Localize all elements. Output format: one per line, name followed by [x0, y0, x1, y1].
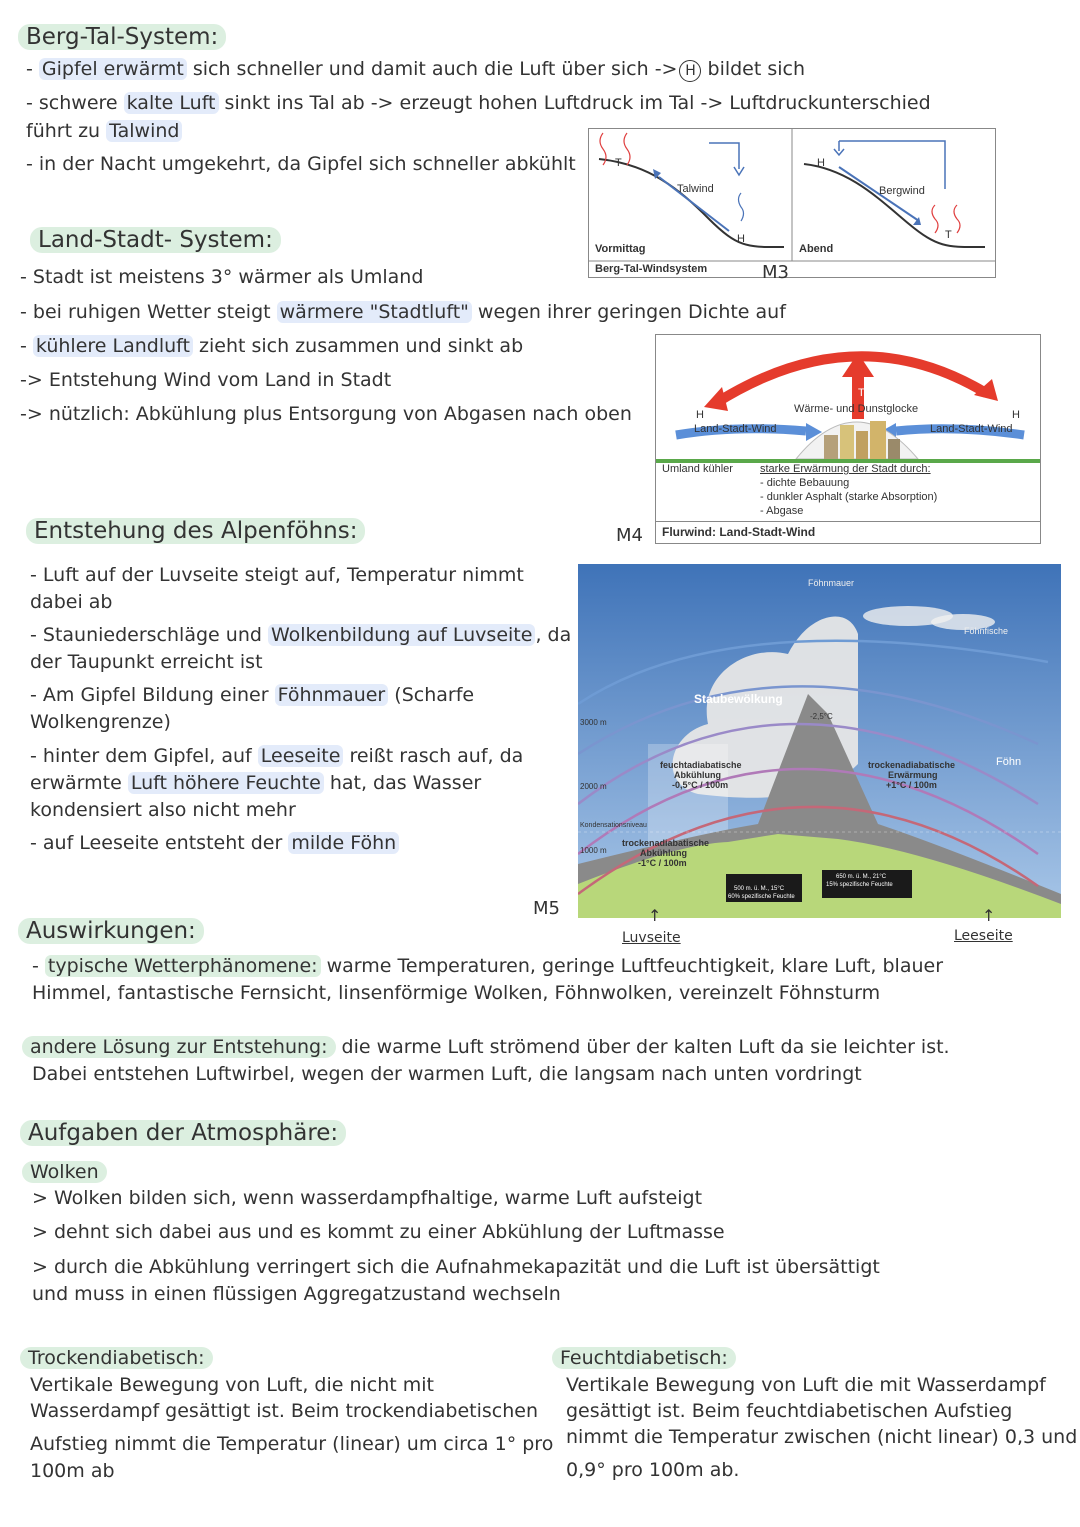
m5-trocken-l2: Abkühlung [640, 848, 687, 858]
m4-umland: Umland kühler [662, 463, 733, 475]
berg-tal-line-2: - schwere kalte Luft sinkt ins Tal ab -> erzeugt hohen Luftdruck im Tal -> Luftdruckunterschied [26, 92, 931, 114]
m5-feucht-1: feuchtadiabatische [660, 760, 742, 770]
m4-caption-rule [656, 521, 1040, 522]
m5-trocken-l3: -1°C / 100m [638, 858, 687, 868]
m5-summit-temp: -2,5°C [810, 712, 833, 721]
land-stadt-line-4: -> Entstehung Wind vom Land in Stadt [20, 369, 392, 391]
m4-caption: Flurwind: Land-Stadt-Wind [662, 525, 816, 539]
m3-t-left: T [615, 157, 622, 169]
m5-foehnmauer: Föhnmauer [808, 578, 855, 588]
m5-leeseite: Leeseite [954, 928, 1013, 944]
m3-t-right: T [945, 229, 952, 241]
h-circle: H [679, 60, 701, 82]
land-stadt-line-3: - kühlere Landluft zieht sich zusammen und sinkt ab [20, 335, 524, 357]
m4-label: M4 [616, 525, 643, 546]
lee-arrow: ↑ [982, 906, 996, 925]
m4-h-left: H [696, 409, 704, 421]
m5-trocken-l1: trockenadiabatische [622, 838, 710, 848]
m5-feucht-2: Abkühlung [674, 770, 721, 780]
berg-tal-line-1: - Gipfel erwärmt sich schneller und damit auch die Luft über sich -> H bildet sich [26, 58, 806, 80]
m4-drawing [656, 335, 1040, 543]
m3-abend: Abend [799, 243, 834, 255]
m5-sign-right-2: 15% spezifische Feuchte [826, 882, 893, 888]
m5-trocken-r2: Erwärmung [888, 770, 938, 780]
m5-diagram [578, 564, 1061, 918]
land-stadt-line-5: -> nützlich: Abkühlung plus Entsorgung von Abgasen nach oben [20, 403, 632, 425]
m4-t: T [858, 387, 865, 399]
trocken-line-2: Wasserdampf gesättigt ist. Beim trockendiabetischen [30, 1400, 539, 1422]
auswirkungen-line-1: - typische Wetterphänomene: warme Temperaturen, geringe Luftfeuchtigkeit, klare Luft, blauer [32, 955, 944, 977]
trocken-line-4: 100m ab [30, 1460, 115, 1482]
m3-h-left: H [737, 233, 745, 245]
aufgaben-line-4: und muss in einen flüssigen Aggregatzustand wechseln [32, 1283, 561, 1305]
aufgaben-line-3: > durch die Abkühlung verringert sich die Aufnahmekapazität und die Luft ist übersättigt [32, 1256, 880, 1278]
luv-arrow: ↑ [648, 906, 662, 925]
m4-stadt-title: starke Erwärmung der Stadt durch: [760, 463, 931, 475]
wolken-sub: Wolken [22, 1159, 107, 1186]
m4-wind-right: Land-Stadt-Wind [930, 423, 1013, 435]
feucht-line-2: gesättigt ist. Beim feuchtdiabetischen Aufstieg [566, 1400, 1013, 1422]
m4-bullet-2: - dunkler Asphalt (starke Absorption) [760, 491, 938, 503]
land-stadt-line-2: - bei ruhigen Wetter steigt wärmere "Stadtluft" wegen ihrer geringen Dichte auf [20, 301, 786, 323]
m5-kondensation: Kondensationsniveau [580, 822, 647, 829]
m4-dome-label: Wärme- und Dunstglocke [794, 403, 919, 415]
land-stadt-heading: Land-Stadt- System: [30, 225, 281, 255]
m5-alt-1000: 1000 m [580, 846, 607, 855]
berg-tal-line-4: - in der Nacht umgekehrt, da Gipfel sich schneller abkühlt [26, 153, 576, 175]
berg-tal-line-3: führt zu Talwind [26, 118, 182, 145]
m4-wind-left: Land-Stadt-Wind [694, 423, 777, 435]
m5-luvseite: Luvseite [622, 930, 681, 946]
m5-sign-right-1: 650 m. ü. M., 21°C [836, 874, 887, 880]
m5-alt-3000: 3000 m [580, 718, 607, 727]
m3-talwind-label: Talwind [677, 183, 714, 195]
m5-feucht-3: -0,5°C / 100m [672, 780, 729, 790]
m3-vormittag: Vormittag [595, 243, 646, 255]
foehn-p4-b: erwärmte Luft höhere Feuchte hat, das Wasser [30, 772, 482, 794]
m4-bullet-3: - Abgase [760, 505, 804, 517]
trocken-heading: Trockendiabetisch: [20, 1345, 213, 1372]
m3-caption: Berg-Tal-Windsystem [595, 263, 708, 275]
foehn-p2-a: - Stauniederschläge und Wolkenbildung auf Luvseite , da [30, 624, 572, 646]
auswirkungen-heading: Auswirkungen: [18, 916, 204, 946]
m4-diagram [655, 334, 1041, 544]
aufgaben-line-2: > dehnt sich dabei aus und es kommt zu einer Abkühlung der Luftmasse [32, 1221, 725, 1243]
aufgaben-line-1: > Wolken bilden sich, wenn wasserdampfhaltige, warme Luft aufsteigt [32, 1187, 703, 1209]
m3-bergwind-label: Bergwind [879, 185, 925, 197]
m5-foehn: Föhn [996, 756, 1022, 768]
land-stadt-line-1: - Stadt ist meistens 3° wärmer als Umland [20, 266, 424, 288]
m5-alt-2000: 2000 m [580, 782, 607, 791]
m3-drawing [589, 129, 995, 277]
foehn-p5: - auf Leeseite entsteht der milde Föhn [30, 830, 399, 857]
foehn-p4-c: kondensiert also nicht mehr [30, 799, 296, 821]
feucht-line-4: 0,9° pro 100m ab. [566, 1459, 740, 1481]
andere-line-1: andere Lösung zur Entstehung: die warme Luft strömend über der kalten Luft da sie leichter ist. [22, 1034, 950, 1061]
feucht-line-1: Vertikale Bewegung von Luft die mit Wasserdampf [566, 1374, 1046, 1396]
aufgaben-heading: Aufgaben der Atmosphäre: [20, 1118, 346, 1148]
m5-trocken-r1: trockenadiabatische [868, 760, 956, 770]
feucht-heading: Feuchtdiabetisch: [552, 1345, 736, 1372]
andere-line-2: Dabei entstehen Luftwirbel, wegen der warmen Luft, die langsam nach unten vordringt [32, 1063, 862, 1085]
m5-sign-left-2: 60% spezifische Feuchte [728, 894, 795, 900]
foehn-p1-a: - Luft auf der Luvseite steigt auf, Temperatur nimmt [30, 564, 524, 586]
berg-tal-heading: Berg-Tal-System: [18, 22, 226, 52]
m5-sign-left-1: 500 m. ü. M., 15°C [734, 886, 785, 892]
m5-trocken-r3: +1°C / 100m [886, 780, 937, 790]
m3-h-right: H [817, 157, 825, 169]
m3-label: M3 [762, 262, 789, 283]
foehn-p2-b: der Taupunkt erreicht ist [30, 651, 263, 673]
foehn-p3-a: - Am Gipfel Bildung einer Föhnmauer (Scharfe [30, 684, 475, 706]
m5-staubewoelkung: Staubewölkung [694, 692, 783, 706]
auswirkungen-line-2: Himmel, fantastische Fernsicht, linsenförmige Wolken, Föhnwolken, vereinzelt Föhnsturm [32, 982, 881, 1004]
foehn-heading: Entstehung des Alpenföhns: [26, 516, 365, 546]
foehn-p1-b: dabei ab [30, 591, 113, 613]
m3-diagram [588, 128, 996, 278]
m5-label: M5 [533, 898, 560, 919]
m5-foehnfische: Föhnfische [964, 626, 1009, 636]
trocken-line-1: Vertikale Bewegung von Luft, die nicht mit [30, 1374, 435, 1396]
foehn-p3-b: Wolkengrenze) [30, 711, 171, 733]
trocken-line-3: Aufstieg nimmt die Temperatur (linear) um circa 1° pro [30, 1433, 554, 1455]
feucht-line-3: nimmt die Temperatur zwischen (nicht linear) 0,3 und [566, 1426, 1078, 1448]
foehn-p4-a: - hinter dem Gipfel, auf Leeseite reißt rasch auf, da [30, 745, 524, 767]
m4-bullet-1: - dichte Bebauung [760, 477, 850, 489]
m4-h-right: H [1012, 409, 1020, 421]
